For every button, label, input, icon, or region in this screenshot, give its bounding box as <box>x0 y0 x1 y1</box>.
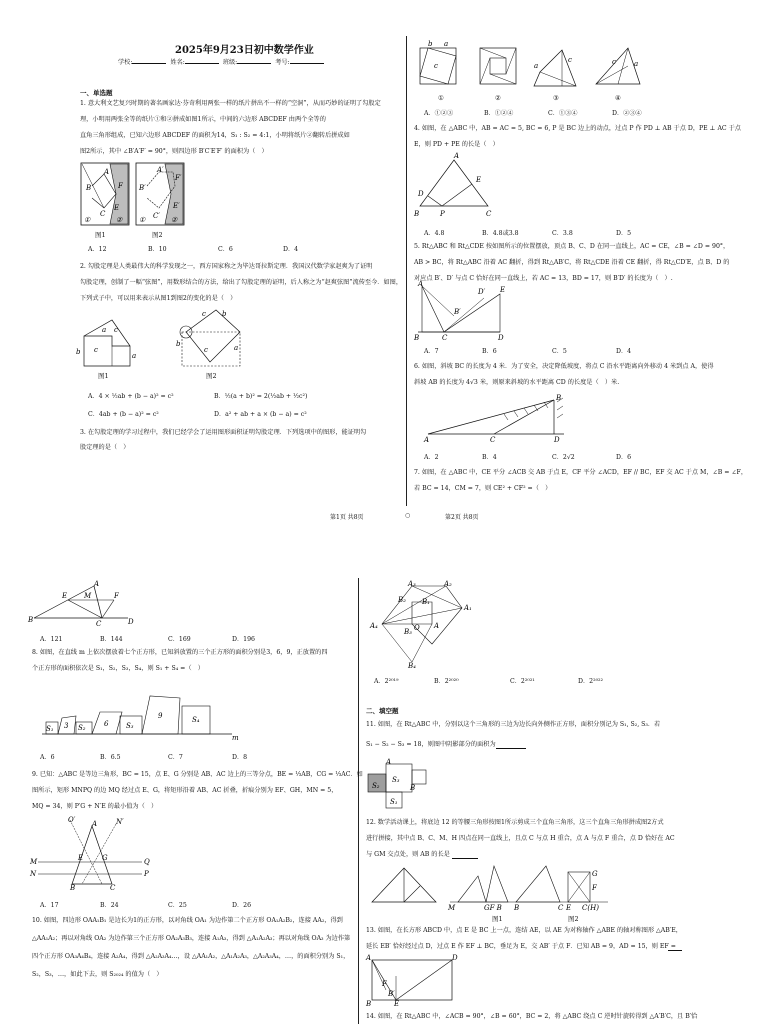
svg-text:A₄: A₄ <box>370 622 378 630</box>
svg-text:S₁: S₁ <box>390 798 398 806</box>
q10-option-a[interactable]: A．2²⁰¹⁹ <box>374 678 399 685</box>
q6-option-d[interactable]: D．6 <box>616 454 632 461</box>
svg-text:C: C <box>490 436 496 444</box>
q3-option-a[interactable]: A．①②③ <box>424 110 454 117</box>
q3-fig-label: ② <box>495 94 501 102</box>
field-name-blank[interactable] <box>185 57 219 64</box>
q2-option-a[interactable]: A．4 × ½ab + (b − a)² = c² <box>88 393 174 400</box>
svg-text:E: E <box>476 176 482 184</box>
svg-text:A′: A′ <box>157 166 164 174</box>
svg-text:E: E <box>500 286 506 294</box>
q5-option-c[interactable]: C．5 <box>552 348 567 355</box>
q9-line: 9. 已知：△ABC 是等边三角形，BC = 15，点 E、G 分别是 AB、AC 边上的三等分点，BE = ⅓AB，CG = ⅓AC．如 <box>32 771 363 778</box>
q8-fig-area-6: 6 <box>104 720 109 728</box>
q1-fig-label: 图1 <box>95 231 106 239</box>
svg-text:B: B <box>86 184 92 192</box>
q3-option-c[interactable]: C．①③④ <box>548 110 578 117</box>
svg-text:M: M <box>448 904 456 912</box>
q7-line: 若 BC = 14，CM = 7，则 CE² + CF² =（ ） <box>414 485 552 492</box>
q4-option-b[interactable]: B．4.8或3.8 <box>482 230 519 237</box>
svg-text:F: F <box>592 884 597 892</box>
q5-figure <box>414 282 504 342</box>
page-title: 2025年9月23日初中数学作业 <box>175 45 314 56</box>
q1-fig-label: 图2 <box>152 231 163 239</box>
q2-fig-label: 图1 <box>98 372 109 380</box>
q10-line: △AA₁A₂；再以对角线 OA₂ 为边作第三个正方形 OA₂A₃B₃，连接 A₁A₃，得到 △A₁A₂A₃；再以对角线 OA₃ 为边作第 <box>32 935 351 942</box>
q12-line: 与 GM 交点处，则 AB 的长是 <box>366 851 450 858</box>
q14-line: 14. 如图，在 Rt△ABC 中，∠ACB = 90°，∠B = 60°，BC = 2，将 △ABC 绕点 C 逆时针旋转得到 △A′B′C，且 B′恰 <box>366 1013 698 1020</box>
q2-option-d[interactable]: D．a² + ab + a × (b − a) = c² <box>214 411 307 418</box>
svg-text:c: c <box>114 326 118 334</box>
q1-figure-1 <box>80 162 130 227</box>
q8-line: 个正方形的面积依次是 S₁，S₂，S₃，S₄，则 S₁ + S₄ =（ ） <box>32 665 204 672</box>
q5-option-a[interactable]: A．7 <box>424 348 439 355</box>
svg-text:G: G <box>592 870 598 878</box>
q1-line: 理，小明用两张全等的纸片①和②拼成如图1所示，中间的六边形 ABCDEF 由两个全等的 <box>80 116 326 123</box>
svg-text:D: D <box>452 954 458 962</box>
q10-option-d[interactable]: D．2²⁰²² <box>578 678 604 685</box>
q5-option-d[interactable]: D．4 <box>616 348 632 355</box>
q2-fig-label: 图2 <box>206 372 217 380</box>
svg-text:B₁: B₁ <box>422 598 430 606</box>
svg-text:N′: N′ <box>116 818 124 826</box>
q7-option-b[interactable]: B．144 <box>100 636 123 643</box>
svg-text:a: a <box>634 60 639 68</box>
q10-line: S₂，S₃，…，如此下去，则 S₂₀₂₄ 的值为（ ） <box>32 971 163 978</box>
svg-text:E′: E′ <box>173 202 180 210</box>
svg-text:F: F <box>114 592 119 600</box>
q2-option-b[interactable]: B．½(a + b)² = 2(½ab + ½c²) <box>214 393 308 400</box>
q3-option-b[interactable]: B．①②④ <box>484 110 514 117</box>
q8-fig-s2: S₂ <box>78 724 86 732</box>
svg-text:C: C <box>558 904 564 912</box>
q6-line: 6. 如图，斜坡 BC 的长度为 4 米．为了安全，决定降低坡度，将点 C 沿水平距离向外移动 4 米到点 A，使得 <box>414 363 714 370</box>
q9-option-c[interactable]: C．25 <box>168 902 187 909</box>
q8-option-b[interactable]: B．6.5 <box>100 754 121 761</box>
q12-answer-blank[interactable] <box>452 858 478 859</box>
svg-text:E: E <box>114 204 120 212</box>
svg-text:D: D <box>554 436 560 444</box>
svg-text:c: c <box>94 346 98 354</box>
svg-text:F: F <box>382 980 387 988</box>
svg-text:C: C <box>100 210 106 218</box>
svg-text:a: a <box>234 344 239 352</box>
q12-figure-2 <box>448 862 618 912</box>
svg-text:P: P <box>440 210 445 218</box>
field-school: 学校: <box>118 59 133 66</box>
q10-line: 四个正方形 OA₃A₄B₄，连接 A₂A₄，得到 △A₂A₃A₄…，设 △AA₁A₂，△A₁A₂A₃，△A₂A₃A₄，…，的面积分别为 S₁， <box>32 953 350 960</box>
q4-option-a[interactable]: A．4.8 <box>424 230 445 237</box>
q12-fig-label: 图1 <box>492 915 503 923</box>
q10-option-b[interactable]: B．2²⁰²⁰ <box>434 678 459 685</box>
q8-fig-area-9: 9 <box>158 712 163 720</box>
svg-text:b: b <box>176 340 181 348</box>
svg-text:A: A <box>94 580 100 588</box>
column-divider <box>406 36 407 506</box>
q12-line: 进行拼接，其中点 B、C、M、H 四点在同一直线上，且点 C 与点 H 重合，点 A 与点 F 重合，点 D 恰好在 AC <box>366 835 675 842</box>
svg-text:A₁: A₁ <box>464 604 472 612</box>
svg-text:a: a <box>534 62 539 70</box>
svg-text:B: B <box>410 784 416 792</box>
svg-text:②: ② <box>116 216 123 224</box>
q1-line: 1. 意大利文艺复兴时期的著名画家达·芬奇利用两张一样的纸片拼出不一样的“空洞”，从而巧妙的证明了勾股定 <box>80 100 381 107</box>
svg-text:D′: D′ <box>478 288 486 296</box>
footer-page-right: 第2页 共8页 <box>445 514 479 521</box>
q4-figure <box>414 152 494 218</box>
svg-text:G: G <box>102 854 108 862</box>
q12-fig-label: 图2 <box>568 915 579 923</box>
svg-text:B₃: B₃ <box>404 628 412 636</box>
svg-text:D: D <box>418 190 424 198</box>
q8-figure <box>40 678 240 740</box>
q1-line: 图2所示，其中 ∠B′A′F′ = 90°，则四边形 B′C′E′F′ 的面积为（ ） <box>80 148 268 155</box>
q4-option-d[interactable]: D．5 <box>616 230 632 237</box>
svg-text:A: A <box>454 152 460 160</box>
q8-fig-s3: S₃ <box>126 722 134 730</box>
q9-option-a[interactable]: A．17 <box>40 902 59 909</box>
svg-text:A: A <box>418 280 424 288</box>
q2-line: 下列式子中，可以用来表示从图1到图2的变化的是（ ） <box>80 295 237 302</box>
q8-option-c[interactable]: C．7 <box>168 754 183 761</box>
q9-line: 图所示，矩形 MNPQ 的边 MQ 经过点 E、G，将矩形沿着 AB、AC 折叠，折痕分别为 EF、GH，MN = 5， <box>32 787 338 794</box>
svg-text:A₂: A₂ <box>444 580 452 588</box>
svg-text:c: c <box>434 62 438 70</box>
q8-fig-line-m: m <box>232 734 239 742</box>
svg-text:b: b <box>222 310 227 318</box>
q6-option-b[interactable]: B．4 <box>482 454 497 461</box>
svg-text:c: c <box>202 310 206 318</box>
svg-text:B: B <box>414 210 420 218</box>
svg-text:E: E <box>62 592 68 600</box>
q1-figure-2 <box>135 162 185 227</box>
q13-line: 13. 如图，在长方形 ABCD 中，点 E 是 BC 上一点，连结 AE，以 AE 为对称轴作 △ABE 的轴对称图形 △AB′E， <box>366 927 682 934</box>
q2-line: 2. 勾股定理是人类最伟大的科学发现之一，西方国家称之为毕达哥拉斯定理．我国汉代数学家赵爽为了证明 <box>80 263 373 270</box>
svg-text:C: C <box>486 210 492 218</box>
svg-text:O′: O′ <box>68 816 76 824</box>
q9-figure <box>32 818 152 890</box>
svg-text:P: P <box>144 870 149 878</box>
student-info-fields <box>118 57 324 67</box>
field-id-blank[interactable] <box>290 57 324 64</box>
svg-text:M: M <box>30 858 38 866</box>
q2-figure-1 <box>76 318 157 368</box>
q11-line: 11. 如图，在 Rt△ABC 中，分别以这个三角形的三边为边长向外侧作正方形，面积分别记为 S₁, S₂, S₃．若 <box>366 721 661 728</box>
footer-separator: ○ <box>405 512 411 519</box>
svg-text:b: b <box>428 40 433 48</box>
svg-text:B₂: B₂ <box>398 596 406 604</box>
q3-figure-1 <box>418 40 458 90</box>
svg-text:C(H): C(H) <box>582 904 599 912</box>
svg-text:D: D <box>128 618 134 626</box>
svg-text:C: C <box>442 334 448 342</box>
q5-line: 5. Rt△ABC 和 Rt△CDE 按如图所示的位置摆放，顶点 B、C、D 在同一直线上，AC = CE，∠B = ∠D = 90°， <box>414 243 730 250</box>
svg-text:S₃: S₃ <box>392 776 400 784</box>
q8-option-d[interactable]: D．8 <box>232 754 248 761</box>
svg-text:D: D <box>498 334 504 342</box>
q9-line: MQ = 34，则 P′G + N′E 的最小值为（ ） <box>32 803 158 810</box>
svg-text:B′: B′ <box>454 308 461 316</box>
svg-text:B: B <box>28 616 34 624</box>
svg-text:B: B <box>70 884 76 892</box>
svg-text:B: B <box>514 904 520 912</box>
q6-option-a[interactable]: A．2 <box>424 454 439 461</box>
q9-option-d[interactable]: D．26 <box>232 902 252 909</box>
q11-figure <box>366 760 436 810</box>
q6-line: 斜坡 AB 的长度为 4√3 米，则原来斜坡的水平距离 CD 的长度是（ ）米. <box>414 379 620 386</box>
svg-text:GF B: GF B <box>484 904 502 912</box>
q2-option-c[interactable]: C．4ab + (b − a)² = c² <box>88 411 159 418</box>
q7-line: 7. 如图，在 △ABC 中，CE 平分 ∠ACB 交 AB 于点 E，CF 平分 ∠ACD，EF // BC，EF 交 AC 于点 M，∠B = ∠F， <box>414 469 748 476</box>
q3-figure-2 <box>478 44 518 90</box>
q8-fig-s1: S₁ <box>46 725 54 733</box>
q8-fig-area-3: 3 <box>64 722 69 730</box>
q10-option-c[interactable]: C．2²⁰²¹ <box>510 678 535 685</box>
q7-option-d[interactable]: D．196 <box>232 636 255 643</box>
q12-line: 12. 数学活动课上，将底边 12 的等腰三角形按图1所示剪成三个直角三角形，这三个直角三角形拼成图2方式 <box>366 819 664 826</box>
q3-line: 3. 在勾股定理的学习过程中，我们已经学会了运用图形面积证明勾股定理．下列选项中的图形，能证明勾 <box>80 429 367 436</box>
svg-text:F: F <box>118 182 123 190</box>
q2-line: 勾股定理，创制了一幅“弦图”，用数形结合的方法，给出了勾股定理的证明，后人称之为“赵爽弦图”流传至今．如图， <box>80 279 403 286</box>
q10-line: 10. 如图，四边形 OAA₁B₁ 是边长为1的正方形，以对角线 OA₁ 为边作第二个正方形 OA₁A₂B₂，连接 AA₂，得到 <box>32 917 343 924</box>
svg-text:C: C <box>96 620 102 628</box>
footer-page-left: 第1页 共8页 <box>330 514 364 521</box>
q3-option-d[interactable]: D．②③④ <box>612 110 642 117</box>
q3-figure-4 <box>594 44 642 90</box>
q11-line: S₁ − S₂ − S₃ = 18，则图中阴影部分的面积为 <box>366 741 496 748</box>
svg-text:②: ② <box>171 216 178 224</box>
section-single-choice: 一、单选题 <box>80 89 113 97</box>
q8-fig-s4: S₄ <box>192 716 200 724</box>
svg-text:A₃: A₃ <box>408 580 416 588</box>
field-id: 考号: <box>275 59 290 66</box>
q3-figure-3 <box>532 46 578 90</box>
svg-text:a: a <box>444 40 449 48</box>
svg-text:A: A <box>386 758 392 766</box>
q3-fig-label: ④ <box>615 94 621 102</box>
field-school-blank[interactable] <box>132 57 166 64</box>
svg-text:A: A <box>104 168 110 176</box>
q4-option-c[interactable]: C．3.8 <box>552 230 573 237</box>
svg-text:A: A <box>366 954 372 962</box>
svg-text:B: B <box>556 394 562 402</box>
q2-figure-2 <box>176 306 246 368</box>
svg-text:B: B <box>414 334 420 342</box>
q3-fig-label: ① <box>438 94 444 102</box>
field-class: 班级: <box>222 59 238 66</box>
field-name: 姓名: <box>170 59 185 66</box>
q7-option-a[interactable]: A．121 <box>40 636 63 643</box>
q3-line: 股定理的是（ ） <box>80 444 130 451</box>
q4-line: E，则 PD + PE 的长是（ ） <box>414 141 499 148</box>
q7-option-c[interactable]: C．169 <box>168 636 191 643</box>
q6-figure <box>424 394 574 444</box>
svg-text:M: M <box>84 592 92 600</box>
q5-line: AB > BC，将 Rt△ABC 沿着 AC 翻折，得到 Rt△AB′C，将 Rt△CDE 沿着 CE 翻折，得 Rt△CD′E，点 B、D 的 <box>414 259 730 266</box>
section-fill-blank: 二、填空题 <box>366 707 399 715</box>
q4-line: 4. 如图，在 △ABC 中，AB = AC = 5, BC = 6, P 是 BC 边上的动点，过点 P 作 PD ⊥ AB 于点 D，PE ⊥ AC 于点 <box>414 125 741 132</box>
field-class-blank[interactable] <box>237 57 271 64</box>
svg-text:A: A <box>424 436 430 444</box>
svg-text:A: A <box>92 820 98 828</box>
q5-line: 对应点 B′、D′ 与点 C 恰好在同一直线上，若 AC = 13，BD = 17，则 B′D′ 的长度为（ ）. <box>414 275 673 282</box>
q9-option-b[interactable]: B．24 <box>100 902 119 909</box>
q1-line: 直角三角形组成，已知六边形 ABCDEF 的面积为14，S₁ : S₂ = 4:1，小明将纸片②翻转后拼成如 <box>80 132 350 139</box>
svg-text:c: c <box>204 346 208 354</box>
svg-text:b: b <box>76 348 81 356</box>
q11-answer-blank[interactable] <box>496 748 526 749</box>
q12-figure-1 <box>370 862 440 908</box>
q5-option-b[interactable]: B．6 <box>482 348 497 355</box>
svg-text:c: c <box>612 58 616 66</box>
q3-fig-label: ③ <box>553 94 559 102</box>
q13-figure <box>366 956 456 1006</box>
svg-text:①: ① <box>139 216 146 224</box>
svg-text:S₂: S₂ <box>372 782 380 790</box>
q13-line: 延长 EB′ 恰好经过点 D，过点 E 作 EF ⊥ BC，垂足为 E，交 AB′ 于点 F．已知 AB = 9，AD = 15，则 EF = <box>366 943 676 950</box>
svg-text:c: c <box>568 56 572 64</box>
svg-text:N: N <box>30 870 37 878</box>
svg-text:a: a <box>102 326 107 334</box>
svg-text:O: O <box>414 624 420 632</box>
svg-text:①: ① <box>84 216 91 224</box>
column-divider <box>358 578 359 1024</box>
svg-text:E: E <box>394 1000 400 1008</box>
q7-figure <box>28 580 134 628</box>
q1-option-d[interactable]: D．4 <box>283 246 299 253</box>
svg-text:B: B <box>366 1000 372 1008</box>
q1-option-a[interactable]: A．12 <box>88 246 107 253</box>
svg-text:A: A <box>434 622 440 630</box>
svg-text:B₄: B₄ <box>408 662 416 670</box>
q8-option-a[interactable]: A．6 <box>40 754 55 761</box>
svg-text:Q: Q <box>144 858 150 866</box>
q1-option-c[interactable]: C．6 <box>218 246 233 253</box>
svg-text:B′: B′ <box>388 990 395 998</box>
svg-text:a: a <box>132 352 137 360</box>
q6-option-c[interactable]: C．2√2 <box>552 454 575 461</box>
q8-line: 8. 如图，在直线 m 上依次摆放着七个正方形，已知斜放置的三个正方形的面积分别是3，6，9，正放置的四 <box>32 649 328 656</box>
svg-text:C: C <box>110 884 116 892</box>
svg-text:E: E <box>566 904 572 912</box>
svg-text:F′: F′ <box>175 174 182 182</box>
q1-option-b[interactable]: B．10 <box>148 246 167 253</box>
q13-answer-blank[interactable] <box>668 950 682 951</box>
q10-figure <box>368 582 478 668</box>
svg-text:B′: B′ <box>139 184 146 192</box>
svg-text:C′: C′ <box>153 212 160 220</box>
svg-text:E: E <box>78 854 84 862</box>
